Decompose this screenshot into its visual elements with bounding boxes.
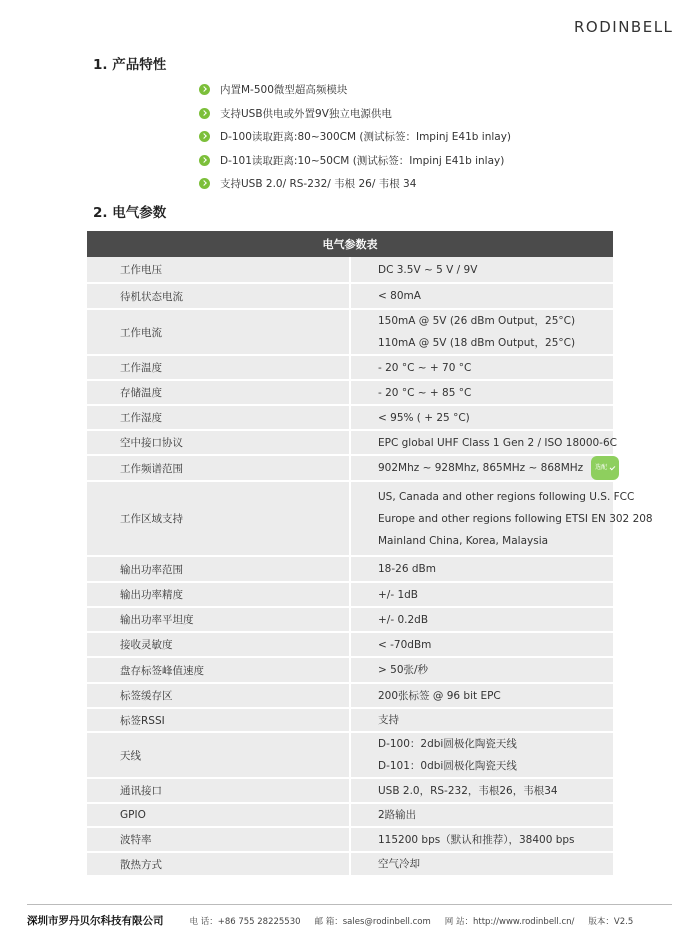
spec-name: 输出功率范围 [87,556,350,582]
feature-text: 支持USB供电或外置9V独立电源供电 [220,107,392,120]
feature-text: D-100读取距离:80~300CM (测试标签：Impinj E41b inlay) [220,131,512,144]
spec-value-text: - 20 °C ~ + 85 °C [378,386,472,399]
spec-value-text: 支持 [378,714,399,726]
spec-value-cell [350,683,613,708]
spec-value-cell [350,455,613,481]
spec-value-cell [350,708,613,732]
spec-row [87,455,613,481]
spec-value [378,609,613,631]
spec-row [87,481,613,556]
spec-value [378,558,613,580]
feature-list [199,78,619,196]
spec-name: 标签RSSI [87,708,350,732]
spec-value [378,634,613,656]
spec-value-cell [350,582,613,607]
electrical-spec-table [87,231,653,877]
bullet-check-icon [199,178,210,189]
spec-name: 接收灵敏度 [87,632,350,657]
spec-value-cell [350,778,613,803]
spec-name: 存储温度 [87,380,350,405]
spec-name: 待机状态电流 [87,283,350,309]
spec-value-cell [350,257,613,283]
spec-value [378,804,613,826]
spec-value [378,755,613,777]
spec-value [378,259,613,281]
feature-item [199,172,619,196]
spec-row [87,309,613,355]
spec-name: 工作电流 [87,309,350,355]
spec-value [378,829,613,851]
spec-value-text: < -70dBm [378,638,432,651]
rodinbell-logo [574,16,678,36]
spec-value-text: < 80mA [378,290,421,302]
optional-badge [591,456,619,480]
feature-text: D-101读取距离:10~50CM (测试标签：Impinj E41b inlay) [220,154,505,167]
feature-text: 支持USB 2.0/ RS-232/ 韦根 26/ 韦根 34 [220,178,417,191]
spec-row [87,683,613,708]
spec-name: 工作频谱范围 [87,455,350,481]
footer-website[interactable]: 网 站：http://www.rodinbell.cn/ [444,916,575,927]
spec-value-cell [350,657,613,683]
spec-value [378,733,613,755]
spec-name: 工作区域支持 [87,481,350,556]
spec-value-cell [350,852,613,876]
spec-row [87,283,613,309]
spec-name: 工作电压 [87,257,350,283]
spec-row [87,657,613,683]
spec-value-cell [350,732,613,778]
spec-name: 标签缓存区 [87,683,350,708]
spec-table-body [87,257,653,876]
spec-row [87,732,613,778]
section-title-features: 1. 产品特性 [93,57,167,73]
spec-name: 通讯接口 [87,778,350,803]
optional-badge-label: 选配 [595,464,608,471]
feature-item [199,78,619,102]
spec-name: 盘存标签峰值速度 [87,657,350,683]
spec-value-cell [350,309,613,355]
spec-row [87,778,613,803]
spec-value [378,456,613,480]
spec-row [87,405,613,430]
spec-value [378,530,613,552]
spec-value-text: 2路输出 [378,809,417,821]
spec-value [378,709,613,731]
spec-row [87,632,613,657]
spec-value [378,285,613,307]
spec-row [87,827,613,852]
spec-value-cell [350,803,613,827]
spec-value-text: D-101：0dbi圆极化陶瓷天线 [378,760,517,772]
footer [27,913,677,928]
feature-item [199,125,619,149]
spec-value-text: 902Mhz ~ 928Mhz, 865MHz ~ 868MHz [378,462,584,474]
spec-value [378,486,635,508]
spec-value [378,407,613,429]
spec-name: 天线 [87,732,350,778]
spec-value-cell [350,556,613,582]
spec-row [87,380,613,405]
bullet-check-icon [199,108,210,119]
spec-value-text: 115200 bps（默认和推荐），38400 bps [378,833,575,846]
section-title-electrical: 2. 电气参数 [93,205,167,221]
logo-text: RODINBELL [574,18,674,36]
spec-value-text: DC 3.5V ~ 5 V / 9V [378,263,478,276]
spec-value [378,508,653,530]
spec-value-text: Mainland China, Korea, Malaysia [378,534,549,547]
spec-name: 工作湿度 [87,405,350,430]
spec-value-text: US, Canada and other regions following U.S. FCC [378,490,635,503]
spec-name: 输出功率精度 [87,582,350,607]
spec-value-text: < 95% ( + 25 °C) [378,411,470,424]
spec-value [378,685,613,707]
spec-value-cell [350,481,653,556]
spec-value-cell [350,283,613,309]
spec-value-cell [350,380,613,405]
spec-name: 空中接口协议 [87,430,350,455]
spec-value-text: 200张标签 @ 96 bit EPC [378,689,501,702]
footer-divider [27,904,672,905]
footer-phone: 电 话：+86 755 28225530 [189,916,301,927]
spec-row [87,708,613,732]
footer-email[interactable]: 邮 箱：sales@rodinbell.com [314,916,431,927]
spec-value-text: +/- 1dB [378,588,419,601]
spec-value-text: USB 2.0，RS-232，韦根26，韦根34 [378,784,558,797]
spec-value-cell [350,607,613,632]
feature-text: 内置M-500微型超高频模块 [220,84,348,97]
spec-row [87,803,613,827]
spec-name: GPIO [87,803,350,827]
spec-value-text: > 50张/秒 [378,664,429,676]
spec-value-cell [350,827,613,852]
spec-value-text: 150mA @ 5V (26 dBm Output，25°C) [378,315,576,327]
spec-value [378,432,617,454]
spec-row [87,257,613,283]
spec-row [87,607,613,632]
spec-name: 输出功率平坦度 [87,607,350,632]
spec-value-text: 18-26 dBm [378,563,436,575]
spec-row [87,355,613,380]
spec-value [378,382,613,404]
spec-value-cell [350,430,617,455]
spec-value-text: Europe and other regions following ETSI EN 302 208 [378,512,653,525]
spec-value-text: 110mA @ 5V (18 dBm Output，25°C) [378,337,576,349]
spec-row [87,556,613,582]
spec-value [378,659,613,681]
spec-value-text: EPC global UHF Class 1 Gen 2 / ISO 18000-6C [378,436,617,449]
spec-value-cell [350,355,613,380]
spec-value-text: - 20 °C ~ + 70 °C [378,361,472,374]
spec-value [378,584,613,606]
spec-row [87,582,613,607]
bullet-check-icon [199,131,210,142]
spec-value-cell [350,632,613,657]
spec-value [378,332,613,354]
check-icon [610,464,616,470]
spec-value [378,780,613,802]
feature-item [199,149,619,173]
spec-value [378,853,613,875]
bullet-check-icon [199,155,210,166]
spec-row [87,430,613,455]
spec-value [378,357,613,379]
spec-name: 波特率 [87,827,350,852]
spec-value-text: +/- 0.2dB [378,613,429,626]
footer-company: 深圳市罗丹贝尔科技有限公司 [27,915,164,927]
spec-value [378,310,613,332]
spec-value-cell [350,405,613,430]
bullet-check-icon [199,84,210,95]
spec-table-title: 电气参数表 [87,231,613,257]
spec-name: 工作温度 [87,355,350,380]
spec-value-text: D-100：2dbi圆极化陶瓷天线 [378,738,517,750]
footer-version: 版本：V2.5 [588,916,634,927]
spec-row [87,852,613,876]
spec-value-text: 空气冷却 [378,858,420,870]
feature-item [199,102,619,126]
spec-name: 散热方式 [87,852,350,876]
